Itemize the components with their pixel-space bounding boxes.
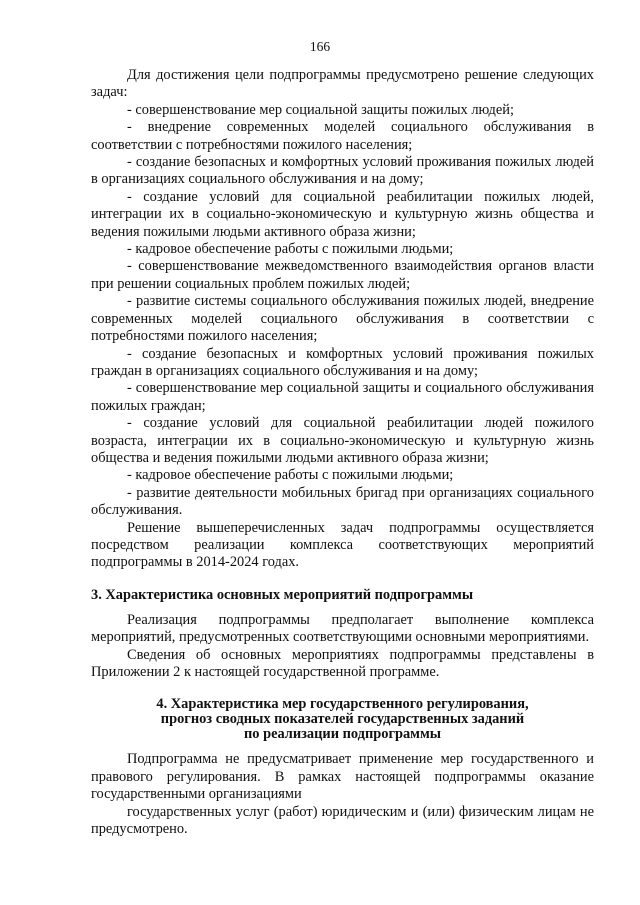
section-3-heading: 3. Характеристика основных мероприятий подпрограммы	[91, 586, 474, 603]
task-item: - развитие деятельности мобильных бригад при организациях социального обслуживания.	[91, 484, 594, 519]
task-item: - совершенствование мер социальной защиты пожилых людей;	[127, 101, 514, 118]
task-item: - совершенствование мер социальной защиты и социального обслуживания пожилых граждан;	[91, 380, 594, 414]
section-3-paragraph: Сведения об основных мероприятиях подпрограммы представлены в Приложении 2 к настоящей государственной программе.	[91, 646, 594, 680]
section-4-heading	[91, 697, 594, 742]
section-4-heading-line: прогноз сводных показателей государственных заданий	[160, 711, 525, 728]
section-4-heading-line: 4. Характеристика мер государственного регулирования,	[156, 696, 529, 713]
task-item: - создание безопасных и комфортных условий проживания пожилых людей в организациях социального обслуживания и на дому;	[91, 154, 594, 188]
task-item: - создание условий для социальной реабилитации людей пожилого возраста, интеграции их в социально-экономическую и культурную жизнь общества и ведения пожилыми людьми активного образа жизни;	[91, 415, 594, 466]
summary-paragraph: Решение вышеперечисленных задач подпрограммы осуществляется посредством реализации комплекса соответствующих мероприятий подпрограммы в 2014-2024 годах.	[91, 519, 594, 571]
task-item: - развитие системы социального обслуживания пожилых людей, внедрение современных моделей социального обслуживания в соответствии с потребностями пожилого населения;	[91, 293, 594, 345]
document-body	[91, 67, 594, 838]
page-number: 166	[309, 39, 331, 54]
section-4-paragraph: Подпрограмма не предусматривает применение мер государственного и правового регулирования. В рамках настоящей подпрограммы оказание государственными организациями	[91, 751, 594, 803]
section-3-paragraph: Реализация подпрограммы предполагает выполнение комплекса мероприятий, предусмотренных соответствующими основными мероприятиями.	[91, 611, 594, 646]
task-item: - кадровое обеспечение работы с пожилыми людьми;	[127, 241, 454, 258]
task-item: - внедрение современных моделей социального обслуживания в соответствии с потребностями пожилого населения;	[91, 119, 594, 153]
section-4-paragraph-continued: государственных услуг (работ) юридическим и (или) физическим лицам не предусмотрено.	[91, 803, 594, 838]
task-item: - создание безопасных и комфортных условий проживания пожилых граждан в организациях социального обслуживания и на дому;	[91, 345, 594, 379]
task-item: - совершенствование межведомственного взаимодействия органов власти при решении социальных проблем пожилых людей;	[91, 258, 594, 292]
section-4-heading-line: по реализации подпрограммы	[243, 726, 442, 743]
task-item: - создание условий для социальной реабилитации пожилых людей, интеграции их в социально-экономическую и культурную жизнь общества и ведения пожилыми людьми активного образа жизни;	[91, 188, 594, 240]
intro-paragraph: Для достижения цели подпрограммы предусмотрено решение следующих задач:	[91, 67, 594, 101]
task-item: - кадровое обеспечение работы с пожилыми людьми;	[127, 467, 454, 484]
